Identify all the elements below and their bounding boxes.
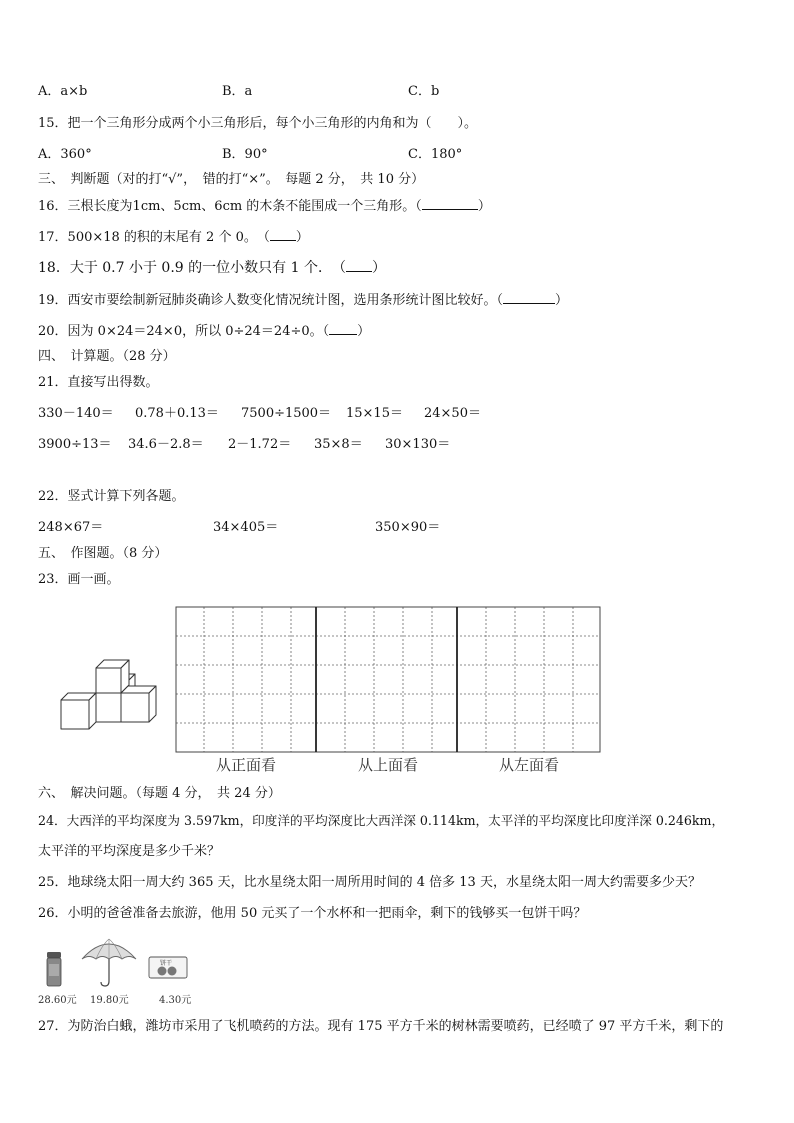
q25-question: 25．地球绕太阳一周大约 365 天，比水星绕太阳一周所用时间的 4 倍多 13 天，水星绕太阳一周大约需要多少天？ [38, 875, 701, 890]
q21-calc-5: 24×50＝ [424, 406, 481, 421]
q19-close: ） [555, 293, 569, 308]
umbrella-icon [80, 937, 138, 989]
q22-item-1: 248×67＝ [38, 520, 104, 535]
q21-calc-8: 2－1.72＝ [228, 437, 292, 452]
q22-title: 22．竖式计算下列各题。 [38, 489, 185, 504]
q17-answer-blank[interactable] [270, 228, 296, 241]
price-cup: 28.60元 [38, 995, 77, 1006]
q21-calc-2: 0.78＋0.13＝ [135, 406, 219, 421]
q20-text: 20．因为 0×24＝24×0，所以 0÷24＝24÷0。（ [38, 324, 330, 339]
q17-question [38, 228, 309, 247]
q21-calc-7: 34.6－2.8＝ [128, 437, 204, 452]
section-3-heading: 三、 判断题（对的打“√”， 错的打“×”。 每题 2 分， 共 10 分） [38, 172, 425, 187]
view-label-top: 从上面看 [358, 756, 419, 774]
q20-close: ） [357, 324, 371, 339]
q20-question [38, 322, 370, 341]
q14-option-c: C．b [408, 84, 440, 99]
q21-calc-1: 330－140＝ [38, 406, 114, 421]
q16-answer-blank[interactable] [422, 197, 478, 210]
q21-calc-4: 15×15＝ [346, 406, 403, 421]
q21-calc-9: 35×8＝ [314, 437, 363, 452]
q16-close: ） [477, 199, 491, 214]
q15-option-a: A．360° [38, 147, 92, 162]
q27-question: 27．为防治白蛾，潍坊市采用了飞机喷药的方法。现有 175 平方千米的树林需要喷药，已经喷了 97 平方千米，剩下的 [38, 1019, 724, 1034]
q21-title: 21．直接写出得数。 [38, 375, 159, 390]
q18-question [38, 259, 386, 277]
drawing-grid[interactable] [175, 606, 601, 754]
cube-figure [58, 656, 163, 736]
q17-text: 17．500×18 的积的末尾有 2 个 0。 （ [38, 230, 270, 245]
cup-icon [44, 950, 64, 988]
price-biscuit: 4.30元 [159, 995, 192, 1006]
section-5-heading: 五、 作图题。（8 分） [38, 546, 168, 561]
q24-line-1: 24．大西洋的平均深度为 3.597km，印度洋的平均深度比大西洋深 0.114km，太平洋的平均深度比印度洋深 0.246km， [38, 813, 725, 828]
q15-question: 15．把一个三角形分成两个小三角形后，每个小三角形的内角和为（ ）。 [38, 116, 478, 131]
q15-option-c: C．180° [408, 147, 463, 162]
q21-calc-6: 3900÷13＝ [38, 437, 112, 452]
q24-line-2: 太平洋的平均深度是多少千米？ [38, 844, 221, 859]
q17-close: ） [295, 230, 309, 245]
q19-text: 19．西安市要绘制新冠肺炎确诊人数变化情况统计图，选用条形统计图比较好。（ [38, 293, 504, 308]
view-label-left: 从左面看 [499, 756, 560, 774]
q20-answer-blank[interactable] [329, 322, 357, 335]
q18-close: ） [371, 260, 386, 276]
q22-item-3: 350×90＝ [375, 520, 441, 535]
q22-item-2: 34×405＝ [213, 520, 279, 535]
q16-question [38, 197, 491, 216]
q18-text: 18．大于 0.7 小于 0.9 的一位小数只有 1 个． （ [38, 260, 346, 276]
q15-option-b: B．90° [222, 147, 268, 162]
section-6-heading: 六、 解决问题。（每题 4 分， 共 24 分） [38, 786, 281, 801]
price-umbrella: 19.80元 [90, 995, 129, 1006]
q14-option-a: A．a×b [38, 84, 88, 99]
q16-text: 16．三根长度为1cm、5cm、6cm 的木条不能围成一个三角形。（ [38, 199, 422, 214]
q21-calc-3: 7500÷1500＝ [241, 406, 332, 421]
q23-title: 23．画一画。 [38, 572, 120, 587]
q19-answer-blank[interactable] [503, 291, 555, 304]
section-4-heading: 四、 计算题。（28 分） [38, 349, 176, 364]
q18-answer-blank[interactable] [346, 259, 372, 272]
q19-question [38, 291, 568, 310]
view-label-front: 从正面看 [216, 756, 277, 774]
biscuit-label: 饼干 [160, 960, 173, 967]
q14-option-b: B．a [222, 84, 253, 99]
q26-question: 26．小明的爸爸准备去旅游，他用 50 元买了一个水杯和一把雨伞，剩下的钱够买一包饼干吗？ [38, 906, 587, 921]
q21-calc-10: 30×130＝ [385, 437, 451, 452]
